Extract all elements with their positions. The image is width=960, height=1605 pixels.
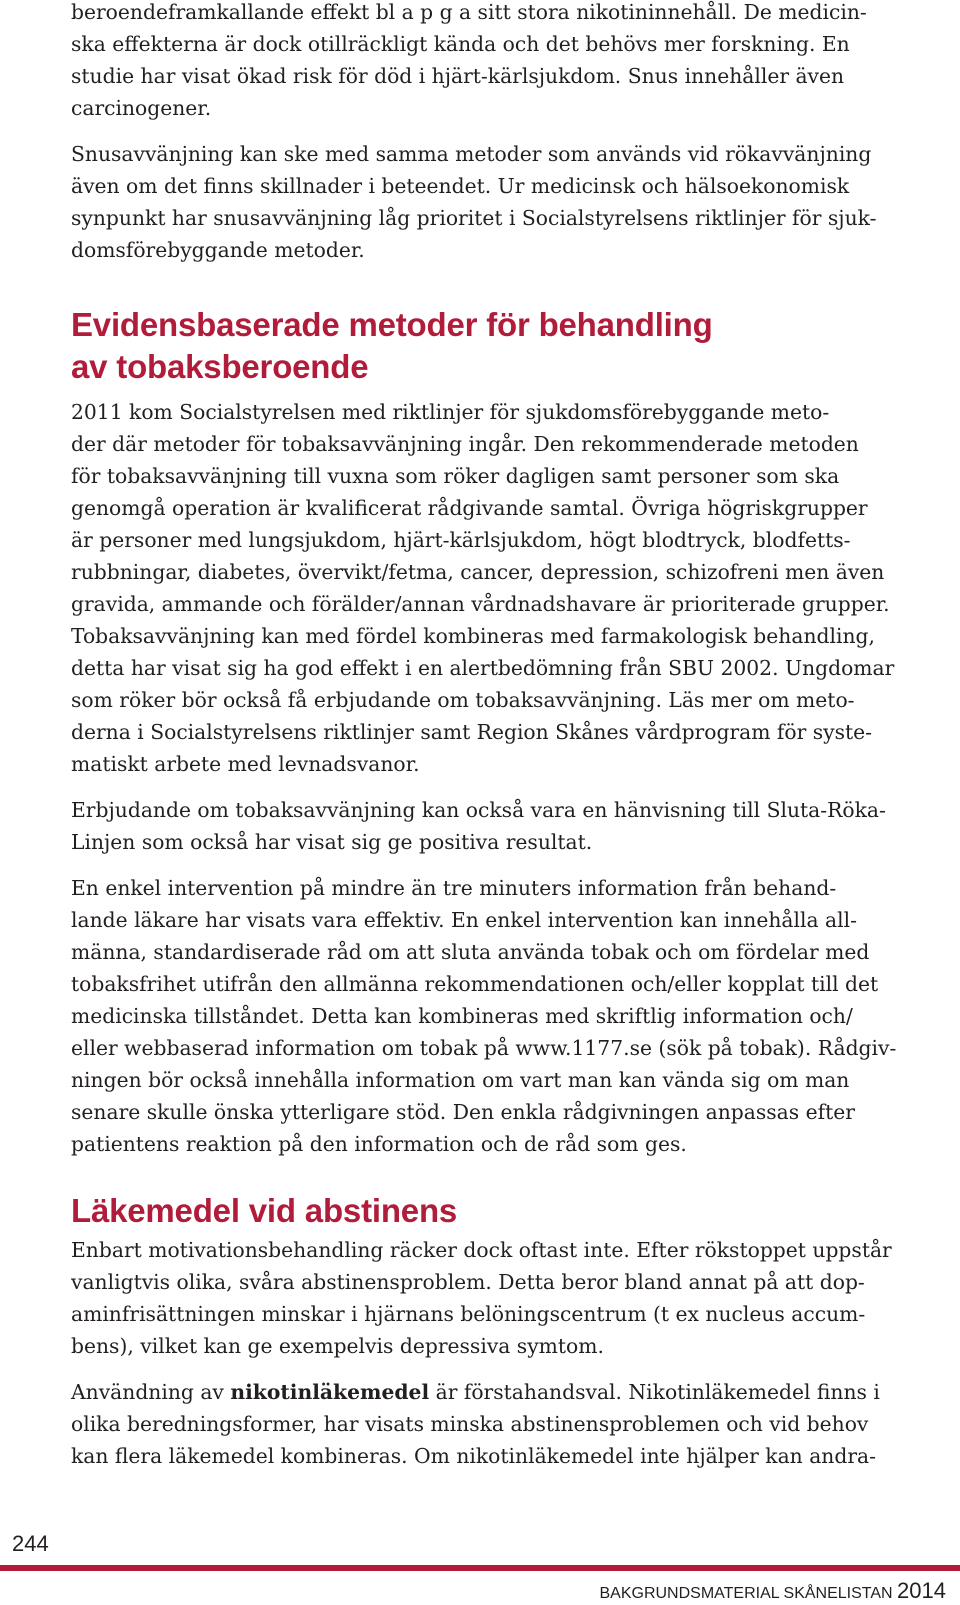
text-line: matiskt arbete med levnadsvanor. (71, 752, 420, 776)
text-line: Linjen som också har visat sig ge positiva resultat. (71, 830, 593, 854)
footer-label (599, 1578, 946, 1604)
text-line: carcinogener. (71, 96, 212, 120)
text-line: Tobaksavvänjning kan med fördel kombineras med farmakologisk behandling, (71, 624, 875, 648)
bold-term: nikotinläkemedel (230, 1380, 430, 1404)
text-line: medicinska tillståndet. Detta kan kombineras med skriftlig information och/ (71, 1004, 853, 1028)
text-span: är förstahandsval. Nikotinläkemedel finns i (429, 1380, 880, 1404)
paragraph-abstinence (71, 1234, 959, 1362)
footer-publication: BAKGRUNDSMATERIAL SKÅNELISTAN (599, 1585, 893, 1602)
text-line: synpunkt har snusavvänjning låg prioritet i Socialstyrelsens riktlinjer för sjuk- (71, 206, 877, 230)
text-line: även om det finns skillnader i beteendet. Ur medicinsk och hälsoekonomisk (71, 174, 850, 198)
text-line: patientens reaktion på den information och de råd som ges. (71, 1132, 687, 1156)
text-line: är personer med lungsjukdom, hjärt-kärlsjukdom, högt blodtryck, blodfetts- (71, 528, 851, 552)
text-line: vanligtvis olika, svåra abstinensproblem. Detta beror bland annat på att dop- (71, 1270, 865, 1294)
text-line: ningen bör också innehålla information om vart man kan vända sig om man (71, 1068, 850, 1092)
text-line: Snusavvänjning kan ske med samma metoder som används vid rökavvänjning (71, 142, 872, 166)
text-line: kan flera läkemedel kombineras. Om nikotinläkemedel inte hjälper kan andra- (71, 1444, 876, 1468)
text-span: Användning av (71, 1380, 231, 1404)
text-line (71, 1376, 959, 1408)
page-body (71, 0, 959, 1486)
text-line: beroendeframkallande effekt bl a p g a sitt stora nikotininnehåll. De medicin- (71, 0, 867, 24)
section-heading-evidence (71, 304, 959, 388)
text-line: Erbjudande om tobaksavvänjning kan också vara en hänvisning till Sluta-Röka- (71, 798, 886, 822)
footer-rule (0, 1565, 960, 1571)
text-line: 2011 kom Socialstyrelsen med riktlinjer för sjukdomsförebyggande meto- (71, 400, 830, 424)
text-line: rubbningar, diabetes, övervikt/fetma, cancer, depression, schizofreni men även (71, 560, 885, 584)
paragraph-snus-cessation (71, 138, 959, 266)
heading-line: av tobaksberoende (71, 348, 369, 385)
section-heading-medication (71, 1190, 959, 1232)
text-line: tobaksfrihet utifrån den allmänna rekommendationen och/eller kopplat till det (71, 972, 879, 996)
page-number: 244 (12, 1531, 49, 1556)
text-line: lande läkare har visats vara effektiv. En enkel intervention kan innehålla all- (71, 908, 857, 932)
text-line: derna i Socialstyrelsens riktlinjer samt Region Skånes vårdprogram för syste- (71, 720, 873, 744)
paragraph-nicotine-medication (71, 1376, 959, 1472)
text-line: aminfrisättningen minskar i hjärnans belöningscentrum (t ex nucleus accum- (71, 1302, 866, 1326)
text-line: eller webbaserad information om tobak på www.1177.se (sök på tobak). Rådgiv- (71, 1036, 897, 1060)
text-line: som röker bör också få erbjudande om tobaksavvänjning. Läs mer om meto- (71, 688, 855, 712)
paragraph-sluta-roka-linjen (71, 794, 959, 858)
text-line: ska effekterna är dock otillräckligt kända och det behövs mer forskning. En (71, 32, 850, 56)
heading-line: Läkemedel vid abstinens (71, 1192, 458, 1229)
text-line: der där metoder för tobaksavvänjning ingår. Den rekommenderade metoden (71, 432, 859, 456)
text-line: bens), vilket kan ge exempelvis depressiva symtom. (71, 1334, 604, 1358)
footer-year: 2014 (897, 1578, 946, 1603)
heading-line: Evidensbaserade metoder för behandling (71, 306, 713, 343)
text-line: för tobaksavvänjning till vuxna som röker dagligen samt personer som ska (71, 464, 840, 488)
text-line: genomgå operation är kvalificerat rådgivande samtal. Övriga högriskgrupper (71, 496, 868, 520)
paragraph-guidelines (71, 396, 959, 780)
text-line: domsförebyggande metoder. (71, 238, 365, 262)
text-line: männa, standardiserade råd om att sluta använda tobak och om fördelar med (71, 940, 870, 964)
text-line: studie har visat ökad risk för död i hjärt-kärlsjukdom. Snus innehåller även (71, 64, 845, 88)
text-line: gravida, ammande och förälder/annan vårdnadshavare är prioriterade grupper. (71, 592, 890, 616)
text-line: detta har visat sig ha god effekt i en alertbedömning från SBU 2002. Ungdomar (71, 656, 895, 680)
paragraph-snus-effects (71, 0, 959, 124)
text-line: olika beredningsformer, har visats minska abstinensproblemen och vid behov (71, 1412, 869, 1436)
text-line: senare skulle önska ytterligare stöd. Den enkla rådgivningen anpassas efter (71, 1100, 855, 1124)
paragraph-simple-intervention (71, 872, 959, 1160)
text-line: En enkel intervention på mindre än tre minuters information från behand- (71, 876, 837, 900)
text-line: Enbart motivationsbehandling räcker dock oftast inte. Efter rökstoppet uppstår (71, 1238, 892, 1262)
